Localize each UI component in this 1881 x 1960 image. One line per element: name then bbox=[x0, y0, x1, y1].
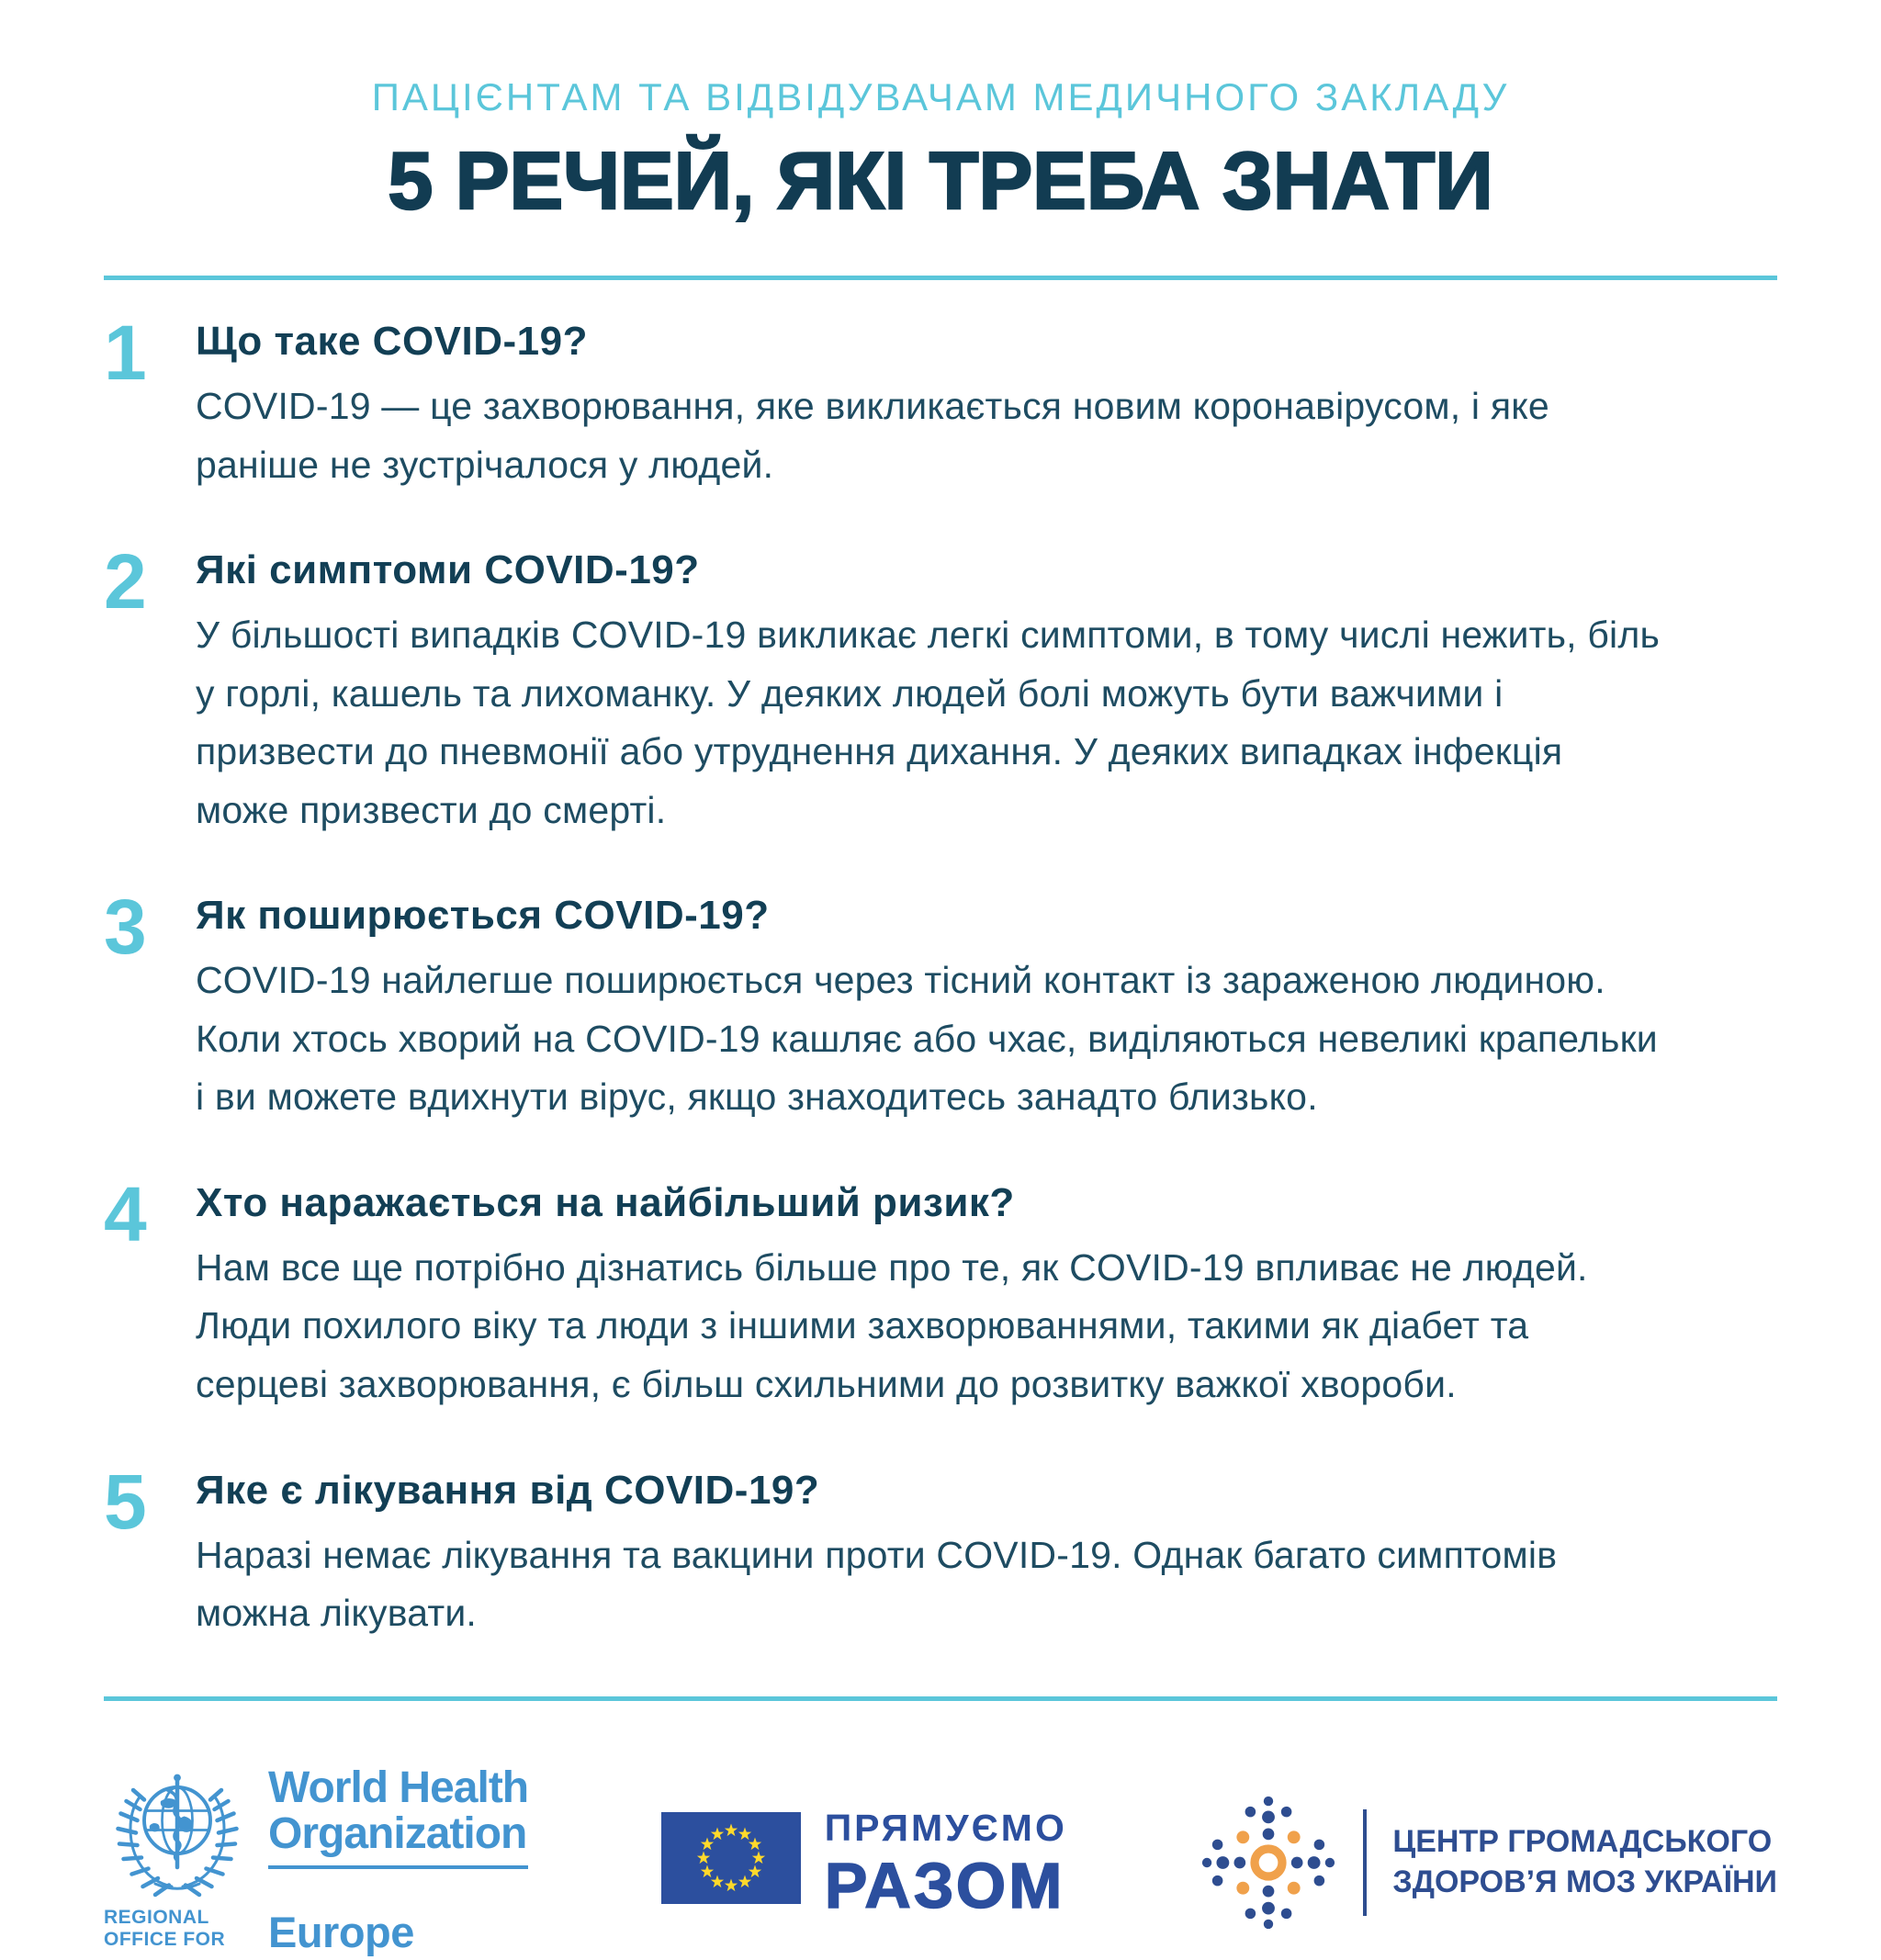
who-region-label: Europe bbox=[268, 1907, 414, 1956]
who-office-label: REGIONAL OFFICE FOR bbox=[104, 1906, 226, 1950]
item-body: Наразі немає лікування та вакцини проти COVID-19. Однак багато симптомів можна лікувати. bbox=[196, 1533, 1558, 1635]
eu-tagline-line2: РАЗОМ bbox=[824, 1850, 1065, 1922]
phc-logo bbox=[1200, 1794, 1777, 1932]
item-body: Нам все ще потрібно дізнатись більше про те, як COVID-19 впливає не людей. Люди похилого віку та люди з іншими захворюваннями, такими як діабет та серцеві захворювання, є більш схильними до розвитку важкої хвороби. bbox=[196, 1245, 1588, 1406]
item-content bbox=[196, 1180, 1702, 1414]
who-name bbox=[268, 1765, 528, 1870]
eu-tagline-line1: ПРЯМУЄМО bbox=[824, 1807, 1067, 1850]
phc-name bbox=[1392, 1822, 1777, 1902]
list-item bbox=[104, 538, 1777, 839]
kicker-text: ПАЦІЄНТАМ ТА ВІДВІДУВАЧАМ МЕДИЧНОГО ЗАКЛАДУ bbox=[371, 75, 1510, 118]
item-body: COVID-19 — це захворювання, яке викликається новим коронавірусом, і яке раніше не зустрічалося у людей. bbox=[196, 385, 1549, 486]
eu-logo bbox=[661, 1807, 1067, 1922]
item-content bbox=[196, 547, 1702, 839]
item-number: 4 bbox=[104, 1170, 145, 1257]
who-name-line1: World Health bbox=[268, 1763, 529, 1812]
page-title: 5 РЕЧЕЙ, ЯКІ ТРЕБА ЗНАТИ bbox=[388, 135, 1493, 226]
who-logo bbox=[104, 1765, 528, 1960]
item-content bbox=[196, 893, 1702, 1127]
phc-name-line1: ЦЕНТР ГРОМАДСЬКОГО bbox=[1392, 1824, 1773, 1860]
item-number: 3 bbox=[104, 884, 145, 971]
item-number: 5 bbox=[104, 1458, 145, 1545]
divider-bottom bbox=[104, 1696, 1777, 1701]
item-heading: Яке є лікування від COVID-19? bbox=[196, 1467, 820, 1513]
list-item bbox=[104, 884, 1777, 1127]
item-number: 1 bbox=[104, 310, 145, 396]
phc-mark-icon bbox=[1200, 1794, 1337, 1932]
who-emblem-icon bbox=[104, 1765, 251, 1903]
list-item bbox=[104, 310, 1777, 494]
item-heading: Які симптоми COVID-19? bbox=[196, 547, 700, 593]
eu-tagline bbox=[824, 1807, 1067, 1922]
items-list bbox=[0, 280, 1881, 1643]
who-underline bbox=[268, 1865, 528, 1869]
item-heading: Що таке COVID-19? bbox=[196, 319, 588, 364]
footer-logos bbox=[0, 1765, 1881, 1960]
item-body: COVID-19 найлегше поширюється через тісний контакт із зараженою людиною. Коли хтось хворий на COVID-19 кашляє або чхає, виділяються невеликі крапельки і ви можете вдихнути вірус, якщо знаходитесь занадто близько. bbox=[196, 959, 1658, 1119]
item-content bbox=[196, 1468, 1702, 1643]
phc-name-line2: ЗДОРОВ’Я МОЗ УКРАЇНИ bbox=[1392, 1864, 1777, 1899]
item-heading: Як поширюється COVID-19? bbox=[196, 893, 770, 939]
item-number: 2 bbox=[104, 538, 145, 625]
eu-flag-icon bbox=[661, 1812, 801, 1904]
list-item bbox=[104, 1170, 1777, 1414]
list-item bbox=[104, 1458, 1777, 1643]
item-body: У більшості випадків COVID-19 викликає легкі симптоми, в тому числі нежить, біль у горлі, кашель та лихоманку. У деяких людей болі можуть бути важчими і призвести до пневмонії або утруднення дихання. У деяких випадках інфекція може призвести до смерті. bbox=[196, 614, 1660, 831]
phc-divider bbox=[1363, 1809, 1367, 1916]
who-name-line2: Organization bbox=[268, 1808, 527, 1858]
item-heading: Хто наражається на найбільший ризик? bbox=[196, 1179, 1015, 1225]
item-content bbox=[196, 319, 1702, 494]
